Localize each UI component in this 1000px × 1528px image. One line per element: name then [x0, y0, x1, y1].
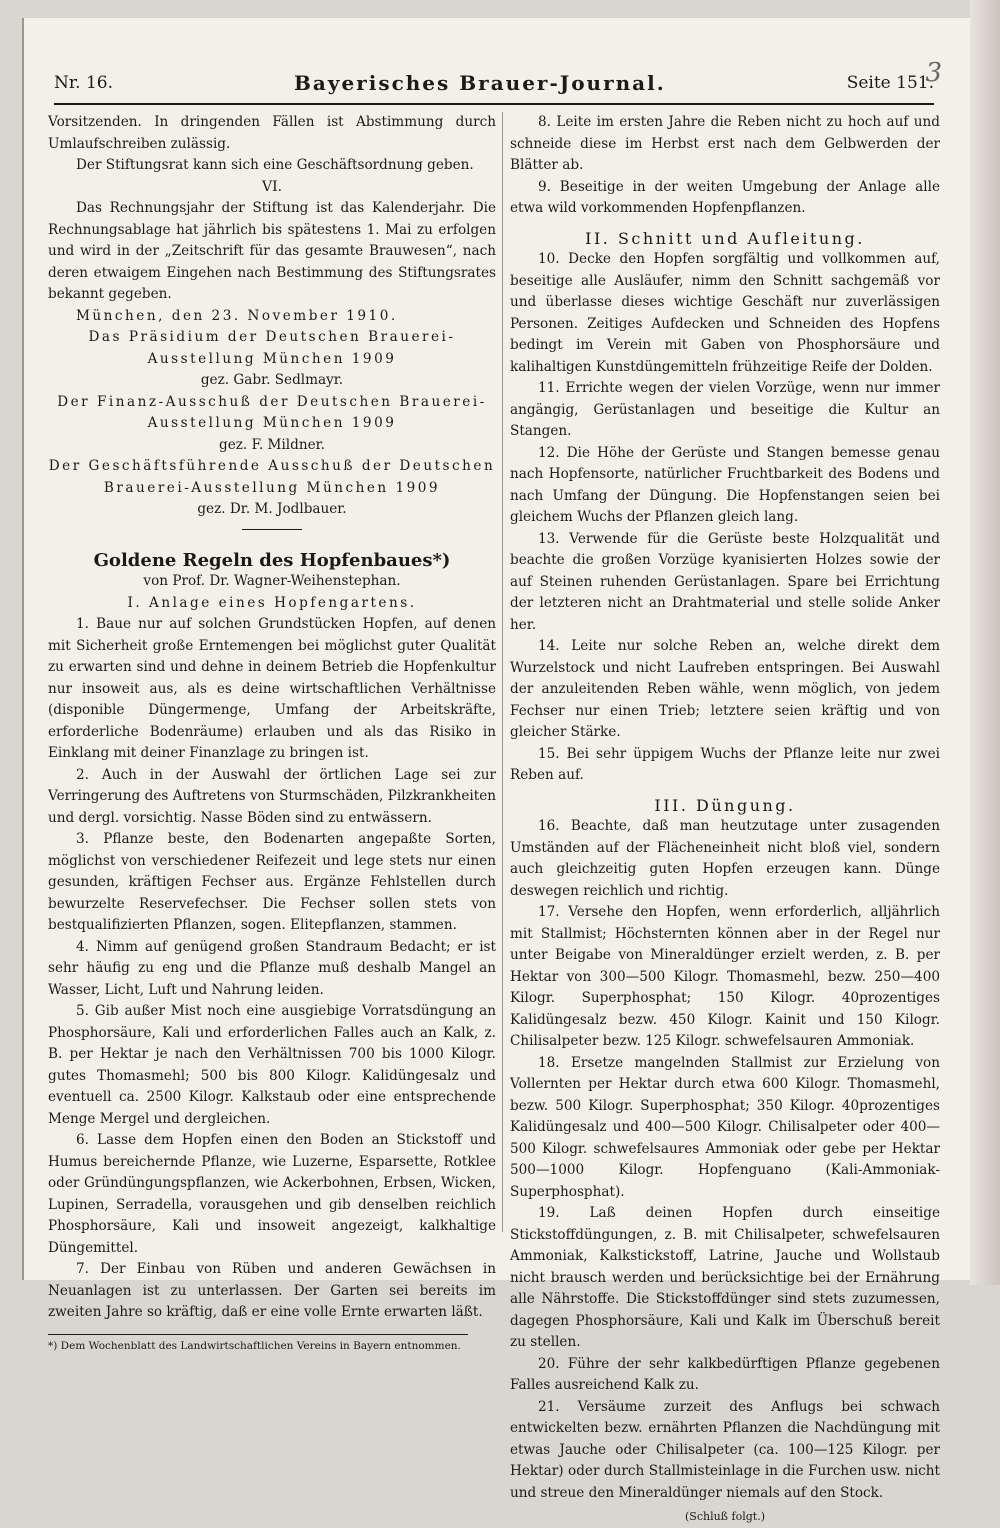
column-divider — [502, 112, 503, 1232]
rule-paragraph: 16. Beachte, daß man heutzutage unter zusagenden Umständen auf der Flächeneinheit nicht bloß viel, sondern auch gleichzeitig guten Hopfen erzeugen kann. Dünge deswegen reichlich und richtig. — [510, 818, 940, 899]
issue-number: Nr. 16. — [54, 73, 113, 93]
left-column — [48, 112, 496, 1354]
page-edge — [970, 0, 1000, 1285]
rule-paragraph: 13. Verwende für die Gerüste beste Holzqualität und beachte die großen Vorzüge kyanisierten Holzes sowie der auf Steinen ruhenden Gerüstanlagen. Spare bei Errichtung der letzteren nicht an Drahtmaterial und stelle solide Anker her. — [510, 530, 940, 633]
rule-paragraph: 7. Der Einbau von Rüben und anderen Gewächsen in Neuanlagen ist zu unterlassen. Der Garten sei bereits im zweiten Jahre so kräftig, daß er eine volle Ernte erwarten läßt. — [48, 1261, 496, 1320]
rule-paragraph: 19. Laß deinen Hopfen durch einseitige Stickstoffdüngungen, z. B. mit Chilisalpeter, schwefelsauren Ammoniak, Kalkstickstoff, Latrine, Jauche und Wollstaub nicht brausch werden und berücksichtige bei der Ernährung alle Nährstoffe. Die Stickstoffdünger sind stets zuzumessen, dagegen Phosphorsäure, Kali und Kalk im Überschuß bereit zu stellen. — [510, 1205, 940, 1350]
rule-paragraph: 8. Leite im ersten Jahre die Reben nicht zu hoch auf und schneide diese im Herbst erst nach dem Gelbwerden der Blätter ab. — [510, 114, 940, 173]
paragraph: Der Stiftungsrat kann sich eine Geschäftsordnung geben. — [76, 157, 474, 173]
place-date: München, den 23. November 1910. — [76, 307, 398, 324]
right-column — [510, 112, 940, 1528]
section-heading: I. Anlage eines Hopfengartens. — [127, 594, 417, 611]
page-header — [54, 63, 934, 105]
page-number: Seite 151. — [846, 73, 934, 93]
rule-paragraph: 11. Errichte wegen der vielen Vorzüge, wenn nur immer angängig, Gerüstanlagen und beseitige die Kultur an Stangen. — [510, 380, 940, 439]
signature-block: Das Präsidium der Deutschen Brauerei-Ausstellung München 1909 — [88, 329, 456, 367]
rule-paragraph: 17. Versehe den Hopfen, wenn erforderlich, alljährlich mit Stallmist; Höchsternten können aber in der Regel nur unter Beigabe von Mineraldünger erzielt werden, z. B. per Hektar von 300—500 Kilogr. Thomasmehl, bezw. 250—400 Kilogr. Superphosphat; 150 Kilogr. 40prozentiges Kalidüngesalz bezw. 450 Kilogr. Kainit und 150 Kilogr. Chilisalpeter bezw. 125 Kilogr. schwefelsauren Ammoniak. — [510, 904, 940, 1049]
rule-paragraph: 18. Ersetze mangelnden Stallmist zur Erzielung von Vollernten per Hektar durch etwa 600 Kilogr. Thomasmehl, bezw. 500 Kilogr. Superphosphat; 350 Kilogr. 40prozentiges Kalidüngesalz und 400—500 Kilogr. Chilisalpeter oder 400—500 Kilogr. schwefelsaures Ammoniak oder gebe per Hektar 500—1000 Kilogr. Hopfenguano (Kali-Ammoniak-Superphosphat). — [510, 1054, 940, 1200]
rule-paragraph: 21. Versäume zurzeit des Anflugs bei schwach entwickelten bezw. ernährten Pflanzen die Nachdüngung mit etwas Jauche oder Chilisalpeter (ca. 100—125 Kilogr. per Hektar) oder durch Stallmisteinlage in die Furchen usw. nicht und streue den Mineraldünger niemals auf den Stock. — [510, 1398, 940, 1501]
continued-note: (Schluß folgt.) — [685, 1510, 765, 1523]
rule-paragraph: 1. Baue nur auf solchen Grundstücken Hopfen, auf denen mit Sicherheit große Erntemengen bei möglichst guter Qualität zu erwarten sind und dehne in deinem Betrieb die Hopfenkultur nur insoweit aus, als es deine wirtschaftlichen Verhältnisse (disponible Düngermenge, Umfang der Arbeitskräfte, erforderliche Bodenräume) erlauben und als das Risiko in Einklang mit deiner Finanzlage zu bringen ist. — [48, 616, 496, 761]
rule-paragraph: 12. Die Höhe der Gerüste und Stangen bemesse genau nach Hopfensorte, natürlicher Fruchtbarkeit des Bodens und nach Umfang der Düngung. Die Hopfenstangen seien bei gleichem Wuchs der Pflanzen gleich lang. — [510, 444, 940, 525]
footnote: *) Dem Wochenblatt des Landwirtschaftlichen Vereins in Bayern entnommen. — [48, 1334, 468, 1354]
rule-paragraph: 5. Gib außer Mist noch eine ausgiebige Vorratsdüngung an Phosphorsäure, Kali und erforderlichen Falles auch an Kalk, z. B. per Hektar je nach den Verhältnissen 700 bis 1000 Kilogr. gutes Thomasmehl; 500 bis 800 Kilogr. Kalidüngesalz und eventuell ca. 2500 Kilogr. Kalkstaub oder eine entsprechende Menge Mergel und dergleichen. — [48, 1003, 496, 1127]
journal-title: Bayerisches Brauer-Journal. — [293, 71, 666, 95]
rule-paragraph: 4. Nimm auf genügend großen Standraum Bedacht; er ist sehr häufig zu eng und die Pflanze muß deshalb Mangel an Wasser, Licht, Luft und Nahrung leiden. — [48, 938, 496, 998]
rule-paragraph: 10. Decke den Hopfen sorgfältig und vollkommen auf, beseitige alle Ausläufer, nimm den Schnitt sachgemäß vor und überlasse dieses wichtige Geschäft nur zuverlässigen Personen. Zeitiges Aufdecken und Schneiden des Hopfens bedingt im Verein mit Gaben von Phosphorsäure und kalihaltigen Kunstdüngemitteln frühzeitige Reife der Dolden. — [510, 251, 940, 375]
separator-rule — [242, 529, 302, 530]
rule-paragraph: 9. Beseitige in der weiten Umgebung der Anlage alle etwa wild vorkommenden Hopfenpflanzen. — [510, 178, 940, 216]
rule-paragraph: 15. Bei sehr üppigem Wuchs der Pflanze leite nur zwei Reben auf. — [510, 745, 940, 783]
rule-paragraph: 20. Führe der sehr kalkbedürftigen Pflanze gegebenen Falles ausreichend Kalk zu. — [510, 1355, 940, 1393]
signature-name: gez. F. Mildner. — [219, 436, 325, 453]
rule-paragraph: 2. Auch in der Auswahl der örtlichen Lage sei zur Verringerung des Auftretens von Sturmschäden, Pilzkrankheiten und dergl. vorsichtig. Nasse Böden sind zu entwässern. — [48, 766, 496, 826]
section-heading: III. Düngung. — [654, 795, 796, 815]
article-title: Goldene Regeln des Hopfenbaues*) — [93, 549, 451, 571]
paragraph: Vorsitzenden. In dringenden Fällen ist Abstimmung durch Umlaufschreiben zulässig. — [48, 114, 496, 152]
signature-block: Der Geschäftsführende Ausschuß der Deutschen Brauerei-Ausstellung München 1909 — [48, 458, 496, 496]
rule-paragraph: 3. Pflanze beste, den Bodenarten angepaßte Sorten, möglichst von verschiedener Reifezeit und lege stets nur einen gesunden, kräftigen Fechser aus. Ergänze Fehlstellen durch bewurzelte Reservefechser. Die Fechser sollen stets von bestqualifizierten Pflanzen, sogen. Elitepflanzen, stammen. — [48, 831, 496, 933]
pencil-mark: 3 — [925, 58, 942, 88]
article-author: von Prof. Dr. Wagner-Weihenstephan. — [143, 573, 401, 589]
signature-name: gez. Dr. M. Jodlbauer. — [197, 501, 347, 517]
signature-name: gez. Gabr. Sedlmayr. — [200, 372, 344, 388]
signature-block: Der Finanz-Ausschuß der Deutschen Brauerei-Ausstellung München 1909 — [57, 393, 487, 431]
section-heading: II. Schnitt und Aufleitung. — [585, 228, 865, 248]
rule-paragraph: 6. Lasse dem Hopfen einen den Boden an Stickstoff und Humus bereichernde Pflanze, wie Luzerne, Esparsette, Rotklee oder Gründüngungspflanzen, wie Ackerbohnen, Erbsen, Wicken, Lupinen, Serradella, vorausgehen und gib denselben reichlich Phosphorsäure, Kali und insoweit angezeigt, kalkhaltige Düngemittel. — [48, 1132, 496, 1256]
newspaper-page — [22, 18, 972, 1523]
paragraph: Das Rechnungsjahr der Stiftung ist das Kalenderjahr. Die Rechnungsablage hat jährlich bis spätestens 1. Mai zu erfolgen und wird in der „Zeitschrift für das gesamte Brauwesen“, nach deren etwaigem Eingehen nach Bestimmung des Stiftungsrates bekannt gegeben. — [48, 200, 496, 302]
rule-paragraph: 14. Leite nur solche Reben an, welche direkt dem Wurzelstock und nicht Laufreben entspringen. Bei Auswahl der anzuleitenden Reben wähle, wenn möglich, von jedem Fechser nur einen Trieb; letztere seien kräftig und von gleicher Stärke. — [510, 638, 940, 740]
section-number: VI. — [261, 178, 283, 195]
